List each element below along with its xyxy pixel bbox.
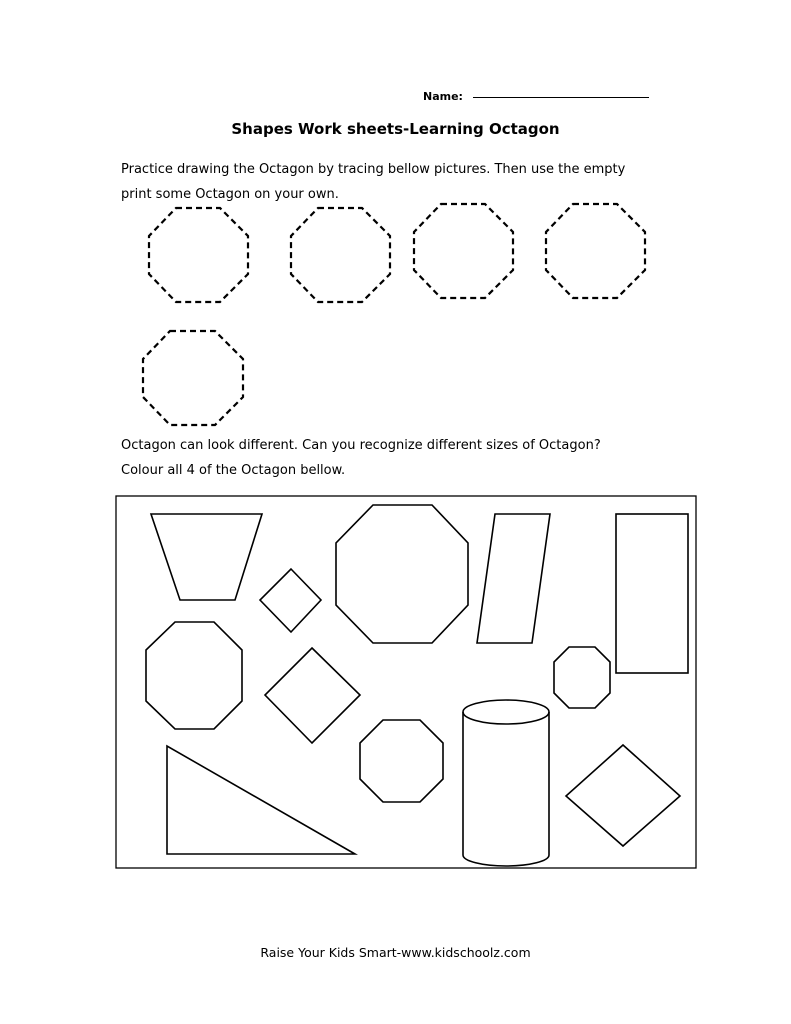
- rectangle-shape[interactable]: [616, 514, 688, 673]
- trapezoid-shape[interactable]: [151, 514, 262, 600]
- tracing-octagon[interactable]: [546, 204, 645, 298]
- tracing-instructions-line-1: Practice drawing the Octagon by tracing bellow pictures. Then use the empty: [121, 162, 626, 177]
- tracing-octagon[interactable]: [143, 331, 243, 425]
- tracing-octagons: [143, 204, 645, 425]
- diamond-shape[interactable]: [265, 648, 360, 743]
- tracing-octagon[interactable]: [291, 208, 390, 302]
- name-label: Name:: [423, 90, 463, 103]
- tracing-instructions-line-2: print some Octagon on your own.: [121, 187, 339, 202]
- small-diamond-shape[interactable]: [260, 569, 321, 632]
- medium-octagon-shape[interactable]: [146, 622, 242, 729]
- cylinder-shape[interactable]: [463, 700, 549, 866]
- triangle-shape[interactable]: [167, 746, 355, 854]
- footer-text: Raise Your Kids Smart-www.kidschoolz.com: [260, 945, 531, 960]
- recognition-question-line-1: Octagon can look different. Can you recognize different sizes of Octagon?: [121, 438, 601, 453]
- tracing-octagon[interactable]: [149, 208, 248, 302]
- parallelogram-shape[interactable]: [477, 514, 550, 643]
- large-octagon-shape[interactable]: [336, 505, 468, 643]
- shapes-frame: [116, 496, 696, 868]
- small-octagon-shape[interactable]: [554, 647, 610, 708]
- tracing-octagon[interactable]: [414, 204, 513, 298]
- recognition-question: [121, 433, 601, 483]
- page-title: Shapes Work sheets-Learning Octagon: [231, 120, 560, 138]
- large-diamond-shape[interactable]: [566, 745, 680, 846]
- octagon-shape[interactable]: [360, 720, 443, 802]
- recognition-question-line-2: Colour all 4 of the Octagon bellow.: [121, 463, 346, 478]
